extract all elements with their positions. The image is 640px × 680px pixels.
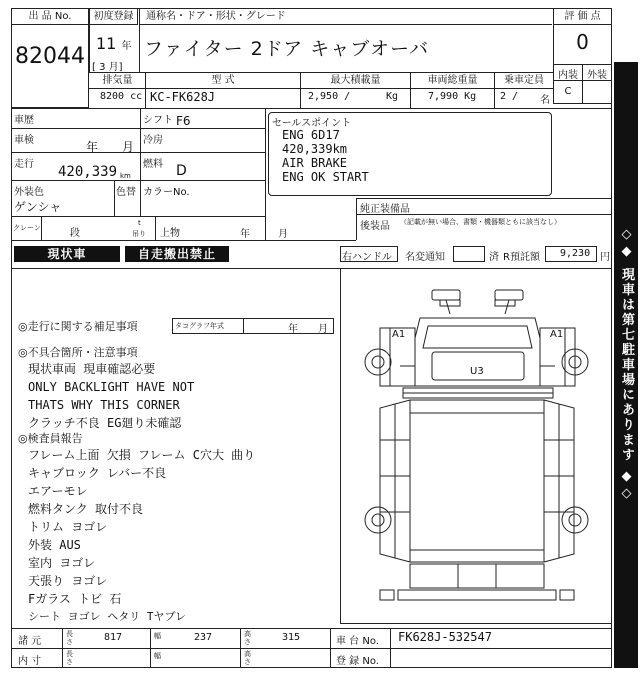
capacity: 2 / (500, 91, 519, 102)
vehicle-name: ファイター 2ドア キャブオーバ (144, 38, 430, 60)
capacity-unit: 名 (540, 95, 550, 106)
defect-line-1: 現状車両 現車確認必要 (28, 362, 156, 376)
mileage-label: 走行 (14, 159, 34, 170)
ext-color: ゲンシャ (14, 200, 62, 214)
inspector-line-8: 天張り ヨゴレ (28, 574, 108, 588)
interior-grade: C (564, 86, 572, 97)
first-reg-month: [ 3 月] (92, 62, 123, 73)
current-condition-badge: 現状車 (14, 246, 120, 262)
score: 0 (576, 30, 589, 54)
inspector-line-4: 燃料タンク 取付不良 (28, 502, 143, 516)
tacho-month: 月 (318, 324, 328, 335)
fuel: D (176, 163, 187, 179)
inspector-line-10: シート ヨゴレ ヘタリ Tヤブレ (28, 610, 187, 623)
inspector-heading: ◎検査員報告 (18, 432, 83, 445)
inspector-line-9: Fガラス トビ 石 (28, 592, 122, 606)
year-unit: 年 (121, 41, 132, 52)
crane-stage: 段 (70, 228, 80, 239)
model: KC-FK628J (150, 90, 216, 104)
recycle-fee-label: R預託額 (503, 252, 540, 263)
mileage: 420,339 (58, 164, 118, 180)
shift-label: シフト (143, 115, 173, 126)
interior-label: 内装 (558, 70, 578, 81)
lot-no-label: 出 品 No. (12, 9, 88, 25)
sales-point-1: ENG 6D17 (282, 128, 340, 142)
mileage-unit: km (120, 172, 131, 180)
body-label: 上物 (160, 228, 180, 239)
defect-line-4: クラッチ不良 EG廻り未確認 (28, 416, 182, 430)
history-label: 車歴 (14, 115, 34, 126)
gross-weight-label: 車両総重量 (427, 75, 478, 86)
shift: F6 (176, 114, 191, 128)
inspector-line-3: エアーモレ (28, 484, 88, 498)
sales-point-2: 420,339km (282, 142, 348, 156)
width-label: 幅 (154, 632, 161, 640)
no-self-carry-badge: 自走搬出禁止 (125, 246, 229, 262)
recycle-fee: 9,230 (560, 248, 591, 259)
max-load-label: 最大積載量 (330, 75, 381, 86)
crane-hang: 吊り (132, 230, 146, 238)
model-label: 型 式 (211, 75, 235, 86)
defect-line-3: THATS WHY THIS CORNER (28, 398, 180, 412)
registration-label: 登 録 No. (336, 656, 379, 667)
inspector-line-5: トリム ヨゴレ (28, 520, 108, 534)
exterior-label: 外装 (587, 70, 607, 81)
gross-weight: 7,990 Kg (428, 91, 477, 102)
recycle-done: 済 (489, 252, 499, 263)
inspector-line-7: 室内 ヨゴレ (28, 556, 96, 570)
length: 817 (104, 632, 123, 643)
max-load: 2,950 / (308, 91, 351, 102)
body-month: 月 (278, 229, 288, 240)
length-label: 長さ (66, 630, 73, 646)
color-change-label: 色替 (116, 187, 136, 198)
inspection-year: 年 (86, 140, 99, 154)
name-change-box (453, 246, 485, 262)
defect-heading: ◎不具合箇所・注意事項 (18, 346, 138, 359)
inner-length-label: 長さ (66, 650, 73, 666)
lot-no: 82044 (15, 44, 85, 69)
displacement: 8200 cc (100, 91, 143, 102)
fuel-label: 燃料 (143, 159, 163, 170)
inspector-line-2: キャブロック レバー不良 (28, 466, 167, 480)
inspection-label: 車検 (14, 135, 34, 146)
spec-label: 諸 元 (18, 636, 42, 647)
chassis-label: 車 台 No. (336, 636, 379, 647)
body-year: 年 (240, 229, 250, 240)
defect-line-2: ONLY BACKLIGHT HAVE NOT (28, 380, 195, 394)
inner-dim-label: 内 寸 (18, 656, 42, 667)
color-no-label: カラーNo. (143, 187, 190, 198)
sales-points-label: セールスポイント (272, 118, 352, 129)
tacho-label: タコグラフ年式 (175, 322, 224, 330)
recycle-unit: 円 (600, 252, 610, 263)
chassis-number: FK628J-532547 (398, 630, 492, 644)
aftermarket-label: 後装品 (360, 221, 390, 232)
travel-notes-heading: ◎走行に関する補足事項 (18, 320, 138, 333)
parking-location-banner: ◇◆ 現車は第七駐車場にあります ◆◇ (614, 62, 638, 668)
height-label: 高さ (244, 630, 251, 646)
ac-label: 冷房 (143, 135, 163, 146)
capacity-label: 乗車定員 (504, 75, 544, 86)
damage-mark-a1-left: A1 (392, 329, 406, 340)
inner-height-label: 高さ (244, 650, 251, 666)
displacement-label: 排気量 (102, 75, 133, 86)
crane-label: クレーン (13, 224, 41, 232)
damage-mark-a1-right: A1 (550, 329, 564, 340)
name-change-label: 名変通知 (405, 252, 445, 263)
first-reg-label: 初度登録 (90, 9, 138, 25)
damage-mark-u3: U3 (470, 366, 484, 377)
score-label: 評 価 点 (554, 9, 611, 25)
tacho-year: 年 (288, 324, 298, 335)
truck-diagram (340, 268, 612, 624)
sales-point-3: AIR BRAKE (282, 156, 348, 170)
width: 237 (194, 632, 213, 643)
first-reg-year (96, 34, 131, 53)
sales-point-4: ENG OK START (282, 170, 369, 184)
inspector-line-1: フレーム上面 欠損 フレーム C穴大 曲り (28, 448, 256, 462)
max-load-unit: Kg (386, 91, 399, 102)
inner-width-label: 幅 (154, 652, 161, 660)
inspector-line-6: 外装 AUS (28, 538, 81, 552)
crane-t: t (138, 219, 141, 227)
inspection-month: 月 (122, 140, 135, 154)
vehicle-name-label: 通称名・ドア・形状・グレード (140, 9, 552, 25)
ext-color-label: 外装色 (14, 187, 44, 198)
aftermarket-note: （記載が無い場合、書類・機器類ともに該当なし） (400, 218, 561, 226)
rhd: 右ハンドル (342, 252, 392, 263)
first-reg-year-value: 11 (96, 34, 117, 53)
equipment-label: 純正装備品 (360, 204, 410, 215)
height: 315 (282, 632, 301, 643)
